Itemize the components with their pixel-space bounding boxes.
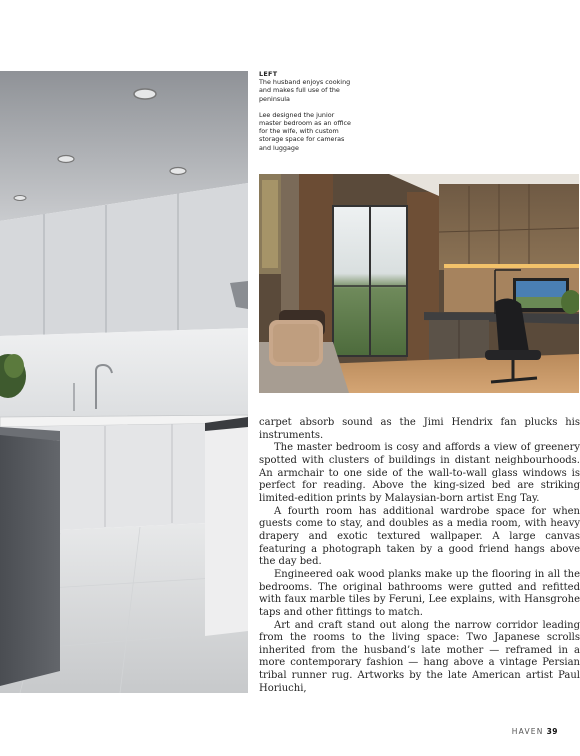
article-paragraph: The master bedroom is cosy and affords a view of greenery spotted with clusters of buildings in distant neighbourhoods. An armchair to one side of the wall-to-wall glass windows is perfect for reading. Above the king-sized bed are striking limited-edition prints by Malaysian-born artist Eng Tay. xyxy=(259,442,580,504)
article-paragraph: Art and craft stand out along the narrow corridor leading from the rooms to the living space: Two Japanese scrolls inherited from the husband’s late mother — reframed in a more contemporary fashion — hang above a vintage Persian tribal runner rug. Artworks by the late American artist Paul Horiuchi, xyxy=(259,619,580,694)
article-paragraph: carpet absorb sound as the Jimi Hendrix fan plucks his instruments. xyxy=(259,417,580,441)
article-paragraph: Engineered oak wood planks make up the flooring in all the bedrooms. The original bathrooms were gutted and refitted with faux marble tiles by Feruni, Lee explains, with Hansgrohe taps and other fittings to match. xyxy=(259,568,580,618)
article-body xyxy=(259,417,580,695)
page-number: 39 xyxy=(546,727,558,736)
page-folio xyxy=(512,727,558,736)
caption-office: Lee designed the junior master bedroom as an office for the wife, with custom storage space for cameras and luggage xyxy=(259,110,351,152)
photo-captions xyxy=(259,70,355,152)
article-paragraph: A fourth room has additional wardrobe space for when guests come to stay, and doubles as a media room, with heavy drapery and exotic textured wallpaper. A large canvas featuring a photograph taken by a good friend hangs above the day bed. xyxy=(259,505,580,568)
office-photo xyxy=(259,174,579,393)
kitchen-photo xyxy=(0,71,248,693)
caption-kitchen: The husband enjoys cooking and makes full use of the peninsula xyxy=(259,78,351,103)
caption-tag: LEFT xyxy=(259,70,278,78)
magazine-name: HAVEN xyxy=(511,727,544,736)
